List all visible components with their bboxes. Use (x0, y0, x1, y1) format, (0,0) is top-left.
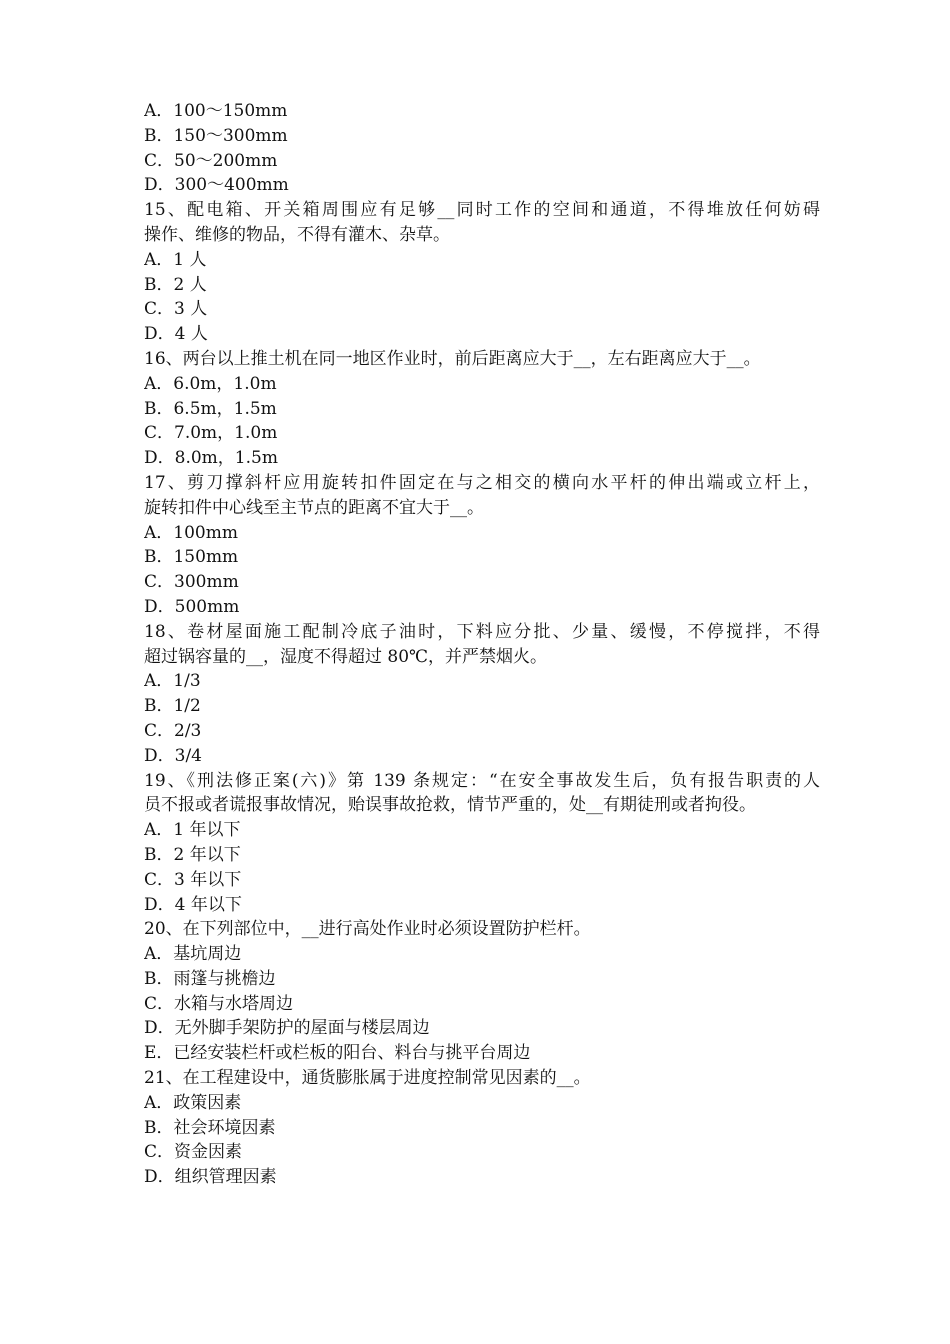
answer-option: B．2 年以下 (144, 844, 241, 865)
document-body (144, 99, 820, 1190)
answer-option: A．6.0m，1.0m (144, 373, 277, 394)
question-line: 15、配电箱、开关箱周围应有足够__同时工作的空间和通道，不得堆放任何妨碍 (144, 200, 820, 221)
answer-option: C．2/3 (144, 720, 202, 741)
answer-option: B．2 人 (144, 274, 207, 295)
answer-option: B．150mm (144, 547, 239, 568)
question-line: 21、在工程建设中，通货膨胀属于进度控制常见因素的__。 (144, 1068, 591, 1089)
question-line: 超过锅容量的__，湿度不得超过 80℃，并严禁烟火。 (144, 646, 548, 667)
answer-option: D．3/4 (144, 745, 202, 766)
question-stem (144, 917, 820, 942)
answer-option: C．50～200mm (144, 150, 278, 171)
answer-option: B．1/2 (144, 696, 201, 717)
answer-option: A．政策因素 (144, 1092, 242, 1113)
question-line: 操作、维修的物品，不得有灌木、杂草。 (144, 224, 450, 245)
question-line: 18、卷材屋面施工配制冷底子油时，下料应分批、少量、缓慢，不停搅拌，不得 (144, 621, 820, 642)
answer-option: A．100～150mm (144, 101, 288, 121)
answer-option: B．6.5m，1.5m (144, 398, 277, 419)
answer-option: C．水箱与水塔周边 (144, 993, 294, 1014)
answer-option: D．500mm (144, 596, 240, 617)
answer-option: D．4 年以下 (144, 894, 242, 915)
question-line: 旋转扣件中心线至主节点的距离不宜大于__。 (144, 497, 484, 518)
answer-option: B．雨篷与挑檐边 (144, 968, 276, 989)
answer-option: A．1 年以下 (144, 820, 241, 841)
answer-option: B．150～300mm (144, 125, 288, 146)
answer-option: D．无外脚手架防护的屋面与楼层周边 (144, 1018, 430, 1039)
answer-option: C．资金因素 (144, 1142, 243, 1163)
question-line: 员不报或者谎报事故情况，贻误事故抢救，情节严重的，处__有期徒刑或者拘役。 (144, 795, 756, 816)
answer-option: A．100mm (144, 522, 238, 543)
question-stem (144, 471, 820, 521)
answer-option: A．1 人 (144, 249, 207, 270)
answer-option: D．4 人 (144, 324, 208, 345)
answer-option: E．已经安装栏杆或栏板的阳台、料台与挑平台周边 (144, 1043, 531, 1064)
answer-option: C．7.0m，1.0m (144, 423, 278, 444)
answer-option: C．3 年以下 (144, 869, 242, 890)
answer-option: A．基坑周边 (144, 944, 242, 965)
answer-option: A．1/3 (144, 671, 201, 692)
question-stem (144, 198, 820, 248)
question-stem (144, 1066, 820, 1091)
question-stem (144, 769, 820, 819)
answer-option: C．300mm (144, 572, 239, 593)
question-line: 16、两台以上推土机在同一地区作业时，前后距离应大于__，左右距离应大于__。 (144, 348, 761, 369)
answer-option: C．3 人 (144, 299, 208, 320)
answer-option: D．组织管理因素 (144, 1167, 277, 1188)
question-line: 19、《刑法修正案(六)》第 139 条规定：“在安全事故发生后，负有报告职责的人 (144, 770, 820, 791)
question-stem (144, 620, 820, 670)
answer-option: B．社会环境因素 (144, 1117, 276, 1138)
question-stem (144, 347, 820, 372)
answer-option: D．300～400mm (144, 175, 289, 196)
question-line: 17、剪刀撑斜杆应用旋转扣件固定在与之相交的横向水平杆的伸出端或立杆上， (144, 472, 820, 493)
answer-option: D．8.0m，1.5m (144, 448, 278, 469)
question-line: 20、在下列部位中，__进行高处作业时必须设置防护栏杆。 (144, 919, 591, 940)
